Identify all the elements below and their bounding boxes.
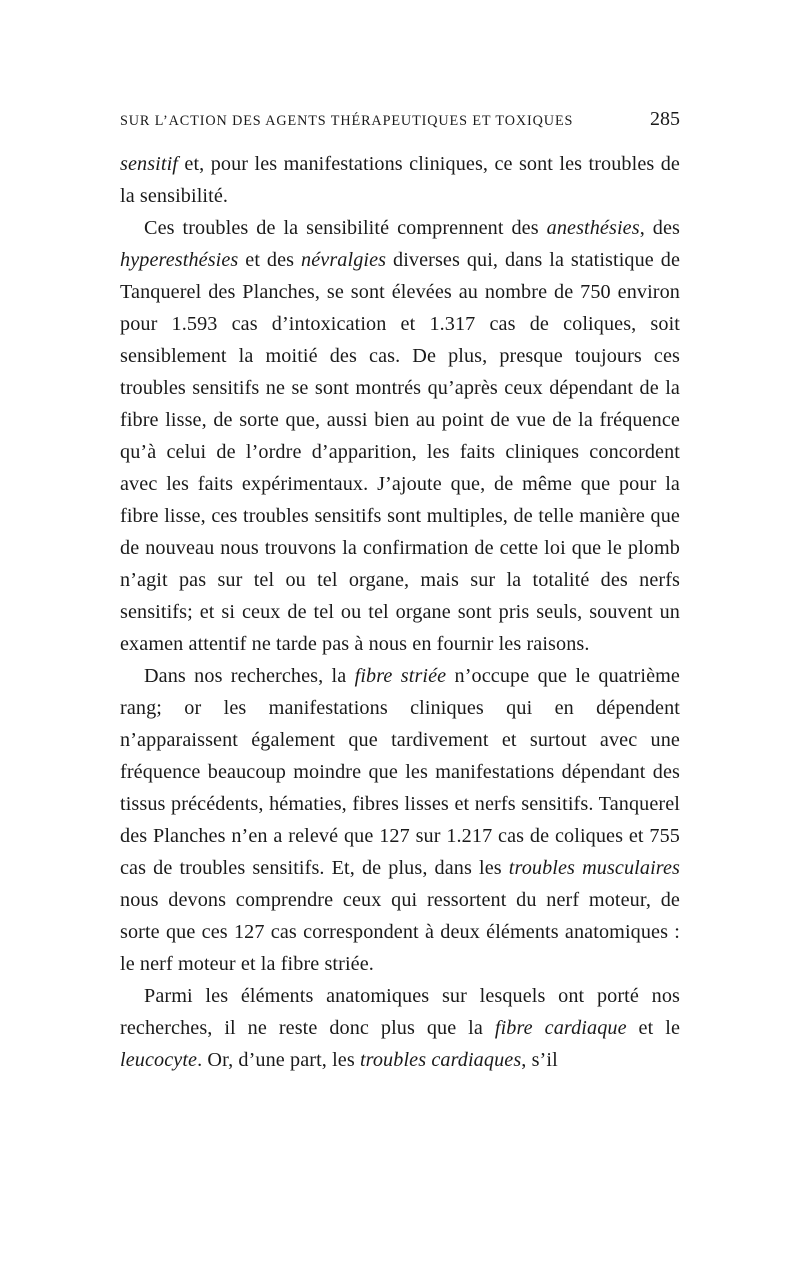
italic-term: anesthésies <box>546 217 640 239</box>
paragraph-3 <box>120 660 680 980</box>
text-run: et, pour les manifestations cliniques, ce sont les troubles de la sensibilité. <box>120 153 680 207</box>
italic-term: hyperesthésies <box>120 249 239 271</box>
text-run: Parmi les éléments anatomiques sur lesquels ont porté nos recherches, il ne reste donc plus que la <box>120 985 680 1039</box>
italic-term: fibre cardiaque <box>494 1017 627 1039</box>
text-run: n’occupe que le quatrième rang; or les manifestations cliniques qui en dépendent n’apparaissent également que tardivement et surtout avec une fréquence beaucoup moindre que les manifestations dépendant des tissus précédents, hématies, fibres lisses et nerfs sensitifs. Tanquerel des Planches n’en a relevé que 127 sur 1.217 cas de coliques et 755 cas de troubles sensitifs. Et, de plus, dans les <box>120 665 680 879</box>
paragraph-4 <box>120 980 680 1076</box>
text-run: Ces troubles de la sensibilité comprennent des <box>144 217 547 239</box>
text-run: et le <box>626 1017 680 1039</box>
italic-term: troubles musculaires <box>508 857 680 879</box>
text-run: , des <box>639 217 680 239</box>
text-run: , s’il <box>521 1049 558 1071</box>
italic-term: névralgies <box>301 249 387 271</box>
running-head <box>120 108 680 148</box>
page-number: 285 <box>650 108 680 130</box>
text-run: diverses qui, dans la statistique de Tanquerel des Planches, se sont élevées au nombre de 750 environ pour 1.593 cas d’intoxication et 1.317 cas de coliques, soit sensiblement la moitié des cas. De plus, presque toujours ces troubles sensitifs ne se sont montrés qu’après ceux dépendant de la fibre lisse, de sorte que, aussi bien au point de vue de la fréquence qu’à celui de l’ordre d’apparition, les faits cliniques concordent avec les faits expérimentaux. J’ajoute que, de même que pour la fibre lisse, ces troubles sensitifs sont multiples, de telle manière que de nouveau nous trouvons la confirmation de cette loi que le plomb n’agit pas sur tel ou tel organe, mais sur la totalité des nerfs sensitifs; et si ceux de tel ou tel organe sont pris seuls, souvent un examen attentif ne tarde pas à nous en fournir les raisons. <box>120 249 681 655</box>
italic-term: leucocyte <box>120 1049 198 1071</box>
running-title: SUR L’ACTION DES AGENTS THÉRAPEUTIQUES ET TOXIQUES <box>120 113 574 129</box>
italic-term: fibre striée <box>354 665 447 687</box>
paragraph-2 <box>120 212 680 660</box>
book-page <box>120 108 680 1076</box>
text-run: . Or, d’une part, les <box>197 1049 360 1071</box>
paragraph-1 <box>120 148 680 212</box>
italic-term: troubles cardiaques <box>359 1049 522 1071</box>
text-run: nous devons comprendre ceux qui ressortent du nerf moteur, de sorte que ces 127 cas correspondent à deux éléments anatomiques : le nerf moteur et la fibre striée. <box>120 889 680 975</box>
body-text <box>120 148 680 1076</box>
text-run: Dans nos recherches, la <box>144 665 355 687</box>
text-run: et des <box>238 249 302 271</box>
italic-term: sensitif <box>120 153 179 175</box>
